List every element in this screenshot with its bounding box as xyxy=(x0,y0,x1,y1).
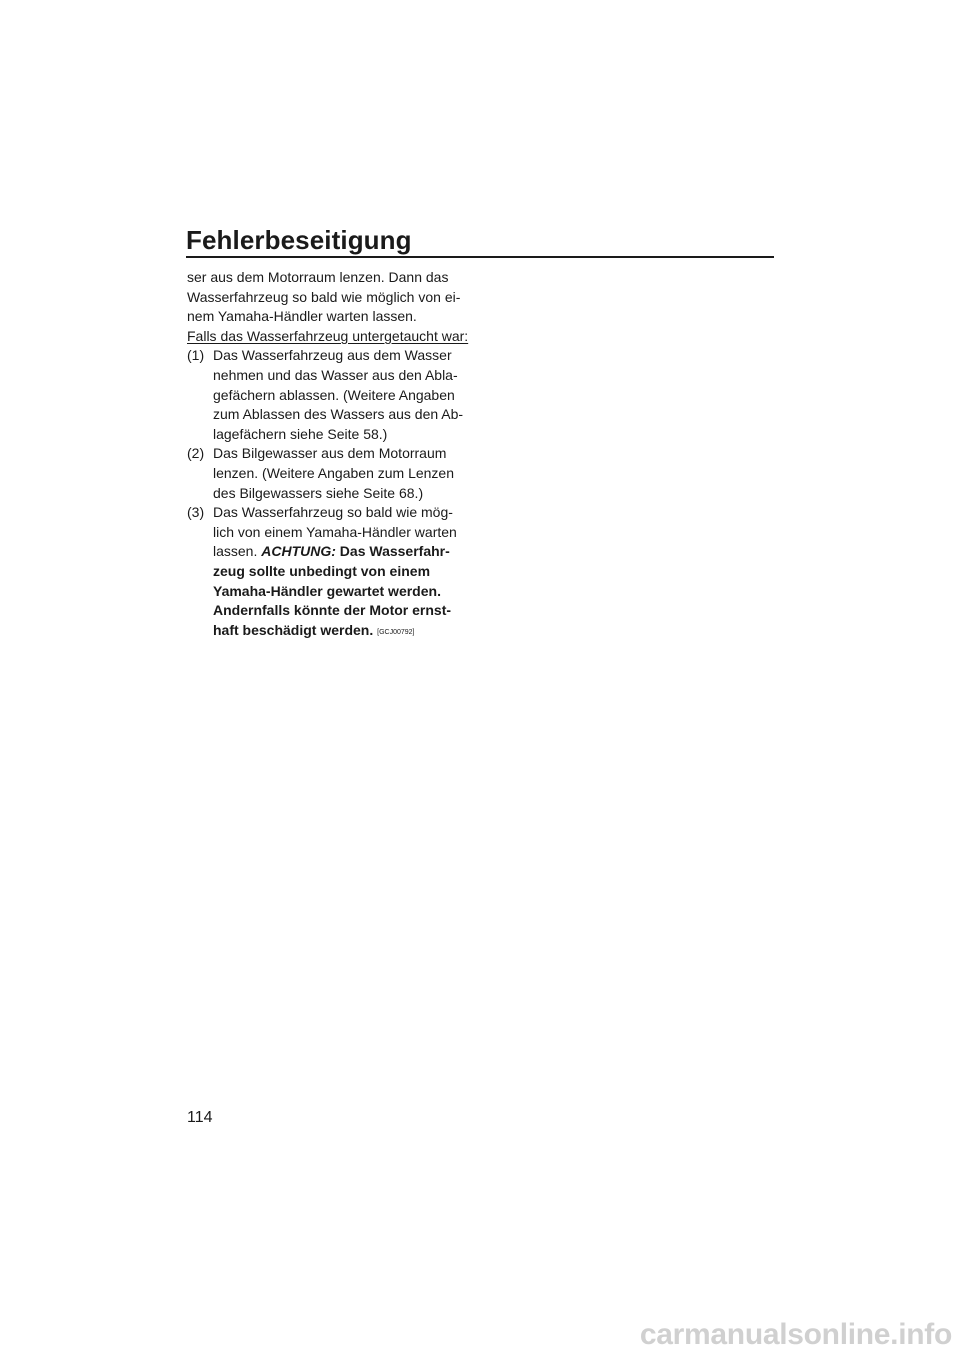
step-line: lassen. xyxy=(213,543,258,560)
step-line: lenzen. (Weitere Angaben zum Lenzen xyxy=(213,464,455,481)
intro-line: ser aus dem Motorraum lenzen. Dann das xyxy=(187,269,449,285)
intro-line: Wasserfahrzeug so bald wie möglich von ei- xyxy=(187,288,461,305)
step-item-3 xyxy=(187,503,487,643)
step-line: Das Wasserfahrzeug so bald wie mög- xyxy=(213,504,453,521)
page-title: Fehlerbeseitigung xyxy=(186,225,412,255)
warning-line: Yamaha-Händler gewartet werden. xyxy=(213,582,441,599)
step-line: Das Bilgewasser aus dem Motorraum xyxy=(213,445,447,462)
step-text xyxy=(213,346,487,444)
step-line: lich von einem Yamaha-Händler warten xyxy=(213,523,457,540)
warning-label: ACHTUNG: xyxy=(261,543,336,560)
steps-list xyxy=(187,346,487,643)
warning-line: Das Wasserfahr- xyxy=(339,543,450,560)
step-item-1 xyxy=(187,346,487,444)
warning-line: haft beschädigt werden. xyxy=(213,621,374,638)
intro-line: nem Yamaha-Händler warten lassen. xyxy=(187,308,417,325)
step-text xyxy=(213,444,487,503)
step-line: gefächern ablassen. (Weitere Angaben xyxy=(213,386,455,403)
page-number: 114 xyxy=(187,1109,213,1126)
reference-code: [GCJ00792] xyxy=(377,628,415,636)
subheading-submerged: Falls das Wasserfahrzeug untergetaucht war: xyxy=(187,327,469,344)
page-header xyxy=(186,222,774,258)
body-column xyxy=(187,268,487,643)
step-item-2 xyxy=(187,444,487,503)
intro-paragraph xyxy=(187,268,487,327)
warning-line: Andernfalls könnte der Motor ernst- xyxy=(213,602,452,619)
step-line: Das Wasserfahrzeug aus dem Wasser xyxy=(213,347,452,364)
step-line: des Bilgewassers siehe Seite 68.) xyxy=(213,484,424,501)
step-number: (2) xyxy=(187,445,205,462)
warning-line: zeug sollte unbedingt von einem xyxy=(213,562,431,579)
watermark: carmanualsonline.info xyxy=(639,1318,952,1351)
step-text xyxy=(213,503,487,643)
step-line: lagefächern siehe Seite 58.) xyxy=(213,425,388,442)
step-line: nehmen und das Wasser aus den Abla- xyxy=(213,366,458,383)
step-number: (1) xyxy=(187,347,205,364)
step-number: (3) xyxy=(187,504,205,521)
step-line: zum Ablassen des Wassers aus den Ab- xyxy=(213,406,464,423)
